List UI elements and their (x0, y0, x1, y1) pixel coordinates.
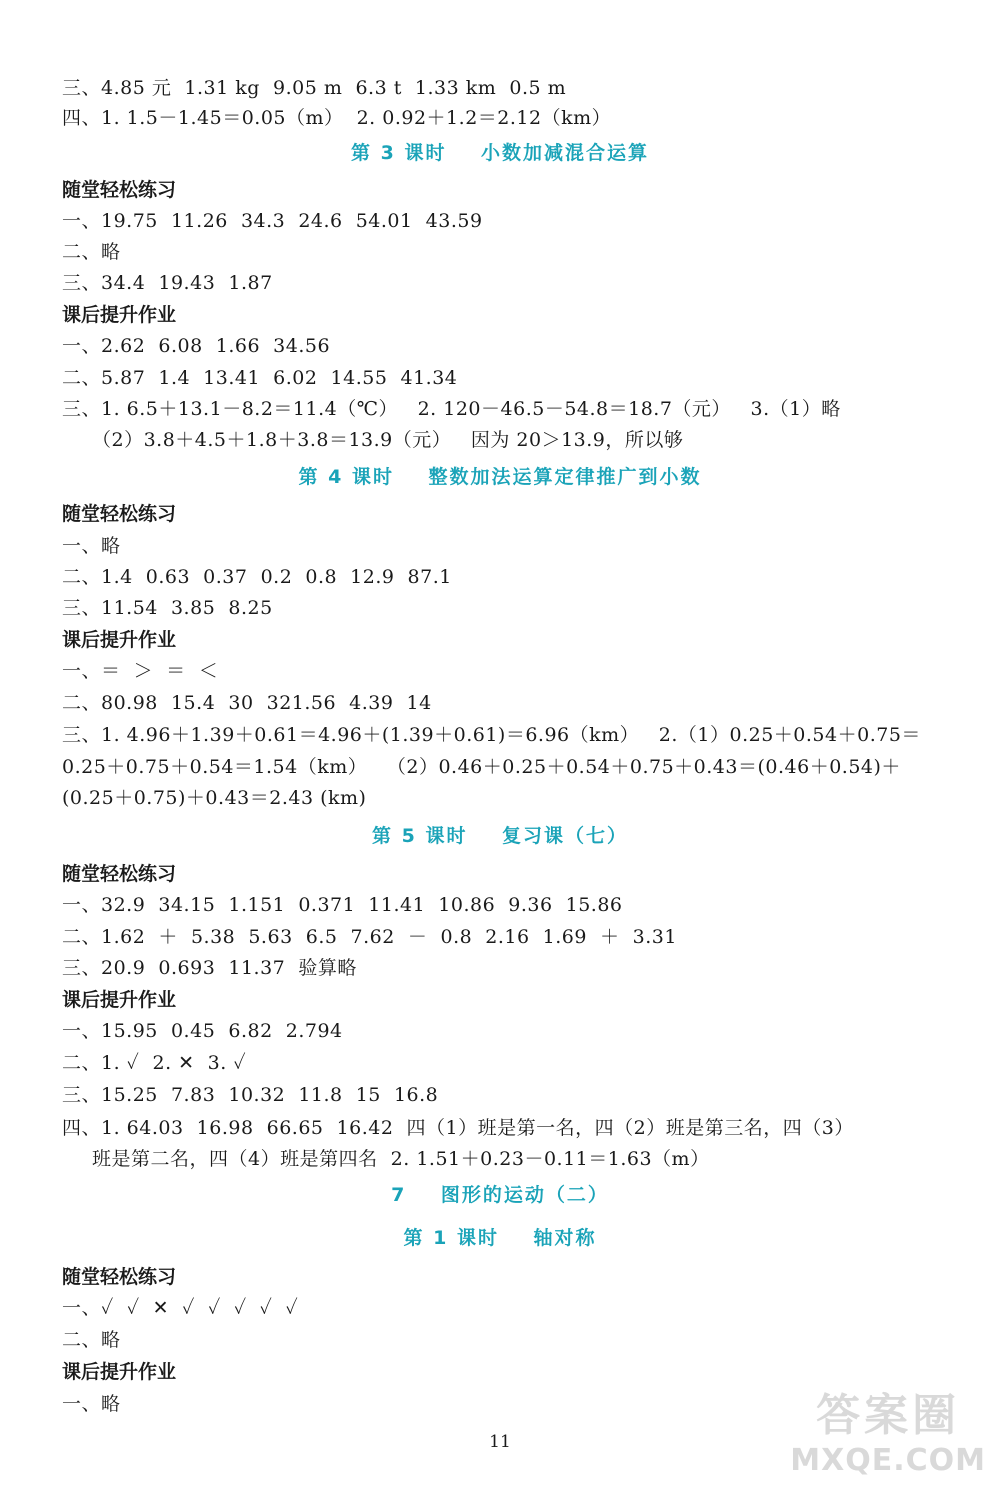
answer-line: 四、1. 64.03 16.98 66.65 16.42 四（1）班是第一名，四（2）班是第三名，四（3） (62, 1117, 854, 1139)
answer-line: 一、2.62 6.08 1.66 34.56 (62, 335, 331, 357)
chapter-heading: 7 图形的运动（二） (391, 1184, 609, 1206)
answer-line: 0.25＋0.75＋0.54＝1.54（km） （2）0.46＋0.25＋0.54＋0.75＋0.43＝(0.46＋0.54)＋ (62, 756, 901, 778)
answer-line: 一、32.9 34.15 1.151 0.371 11.41 10.86 9.36 15.86 (62, 894, 623, 916)
answer-line: 一、19.75 11.26 34.3 24.6 54.01 43.59 (62, 210, 483, 232)
answer-line: 三、1. 4.96＋1.39＋0.61＝4.96＋(1.39＋0.61)＝6.96（km） 2.（1）0.25＋0.54＋0.75＝ (62, 724, 921, 746)
section-heading: 随堂轻松练习 (62, 1266, 177, 1288)
lesson-heading: 第 4 课时 整数加法运算定律推广到小数 (298, 466, 702, 488)
answer-line: 三、34.4 19.43 1.87 (62, 272, 273, 294)
lesson-heading: 第 5 课时 复习课（七） (372, 825, 628, 847)
page-number: 11 (489, 1432, 511, 1452)
answer-line: 二、80.98 15.4 30 321.56 4.39 14 (62, 692, 432, 714)
answer-line: 一、＝ ＞ ＝ ＜ (62, 660, 219, 682)
answer-line: 三、4.85 元 1.31 kg 9.05 m 6.3 t 1.33 km 0.5 m (62, 77, 567, 99)
answer-line: 四、1. 1.5－1.45＝0.05（m） 2. 0.92＋1.2＝2.12（km） (62, 107, 612, 129)
answer-line: 一、略 (62, 1393, 121, 1415)
answer-line: （2）3.8＋4.5＋1.8＋3.8＝13.9（元） 因为 20＞13.9，所以够 (92, 429, 684, 451)
lesson-heading: 第 1 课时 轴对称 (403, 1227, 597, 1249)
answer-line: 二、1. ✓ 2. ✕ 3. ✓ (62, 1052, 247, 1074)
answer-line: 班是第二名，四（4）班是第四名 2. 1.51＋0.23－0.11＝1.63（m） (92, 1148, 710, 1170)
answer-line: 三、15.25 7.83 10.32 11.8 15 16.8 (62, 1084, 439, 1106)
answer-line: (0.25＋0.75)＋0.43＝2.43 (km) (62, 787, 367, 809)
section-heading: 随堂轻松练习 (62, 863, 177, 885)
answer-line: 二、略 (62, 241, 121, 263)
answer-line: 二、1.4 0.63 0.37 0.2 0.8 12.9 87.1 (62, 566, 452, 588)
watermark-bottom: MXQE.COM (790, 1443, 986, 1478)
answer-line: 二、5.87 1.4 13.41 6.02 14.55 41.34 (62, 367, 458, 389)
watermark-logo (790, 1379, 986, 1478)
section-heading: 课后提升作业 (62, 629, 177, 651)
answer-line: 二、1.62 ＋ 5.38 5.63 6.5 7.62 － 0.8 2.16 1.69 ＋ 3.31 (62, 926, 677, 948)
section-heading: 课后提升作业 (62, 1361, 177, 1383)
lesson-heading: 第 3 课时 小数加减混合运算 (351, 142, 649, 164)
answer-line: 一、✓ ✓ ✕ ✓ ✓ ✓ ✓ ✓ (62, 1297, 299, 1319)
answer-line: 三、11.54 3.85 8.25 (62, 597, 273, 619)
answer-line: 三、20.9 0.693 11.37 验算略 (62, 957, 357, 979)
section-heading: 课后提升作业 (62, 304, 177, 326)
answer-line: 三、1. 6.5＋13.1－8.2＝11.4（℃） 2. 120－46.5－54.8＝18.7（元） 3.（1）略 (62, 398, 841, 420)
watermark-top: 答案圈 (816, 1390, 961, 1441)
section-heading: 随堂轻松练习 (62, 179, 177, 201)
section-heading: 随堂轻松练习 (62, 503, 177, 525)
answer-line: 一、略 (62, 535, 121, 557)
answer-line: 二、略 (62, 1329, 121, 1351)
answer-line: 一、15.95 0.45 6.82 2.794 (62, 1020, 343, 1042)
section-heading: 课后提升作业 (62, 989, 177, 1011)
